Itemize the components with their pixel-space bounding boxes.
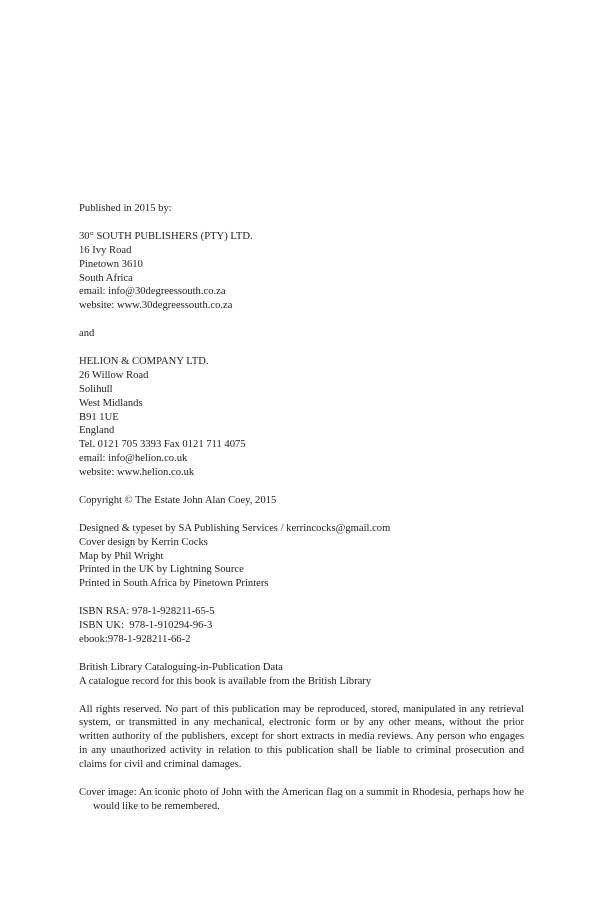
imprint-content [79,202,524,828]
publisher-address-helion [79,355,524,480]
and-separator [79,327,524,341]
cataloguing-data [79,661,524,689]
isbn-ebook: ebook:978-1-928211-66-2 [79,634,191,645]
published-by-text: Published in 2015 by: [79,203,172,214]
address-street: 16 Ivy Road [79,244,132,256]
credit-printer-sa: Printed in South Africa by Pinetown Printers [79,578,269,590]
rights-paragraph: All rights reserved. No part of this publication may be reproduced, stored, manipulated in any retrieval system, or transmitted in any mechanical, electronic form or by any other means, without the prior written authority of the publishers, except for short extracts in media reviews. Any person who engages in any unauthorized activity in relation to this publication shall be liable to criminal prosecution and claims for civil and criminal damages. [79,703,524,771]
copyright-notice [79,494,524,508]
copyright-text: Copyright © The Estate John Alan Coey, 2015 [79,494,277,506]
and-text: and [79,328,95,340]
isbn-uk: ISBN UK: 978-1-910294-96-3 [79,620,213,632]
address-street: 26 Willow Road [79,369,149,381]
credit-printer-uk: Printed in the UK by Lightning Source [79,564,244,576]
publisher-email: email: info@helion.co.uk [79,453,188,465]
publisher-email: email: info@30degreessouth.co.za [79,286,226,298]
publisher-name: 30° SOUTH PUBLISHERS (PTY) LTD. [79,230,253,242]
cip-record: A catalogue record for this book is available from the British Library [79,675,372,687]
publisher-website: website: www.30degreessouth.co.za [79,300,233,312]
address-postcode: B91 1UE [79,411,119,423]
publisher-phone-fax: Tel. 0121 705 3393 Fax 0121 711 4075 [79,439,246,451]
credit-map: Map by Phil Wright [79,550,164,562]
publisher-name: HELION & COMPANY LTD. [79,355,209,367]
credit-cover-design: Cover design by Kerrin Cocks [79,536,208,548]
isbn-list [79,605,524,647]
publisher-website: website: www.helion.co.uk [79,467,195,479]
address-country: England [79,425,115,437]
credit-design-typeset: Designed & typeset by SA Publishing Services / kerrincocks@gmail.com [79,522,391,534]
cip-heading: British Library Cataloguing-in-Publication Data [79,661,283,673]
address-city: Pinetown 3610 [79,258,143,270]
address-country: South Africa [79,272,133,284]
published-by-line [79,202,524,216]
address-county: West Midlands [79,397,143,409]
address-town: Solihull [79,383,113,395]
cover-image-caption: Cover image: An iconic photo of John with the American flag on a summit in Rhodesia, perhaps how he would like to be remembered. [79,786,524,812]
publisher-address-30-south [79,230,524,313]
production-credits [79,522,524,592]
isbn-rsa: ISBN RSA: 978-1-928211-65-5 [79,606,215,618]
